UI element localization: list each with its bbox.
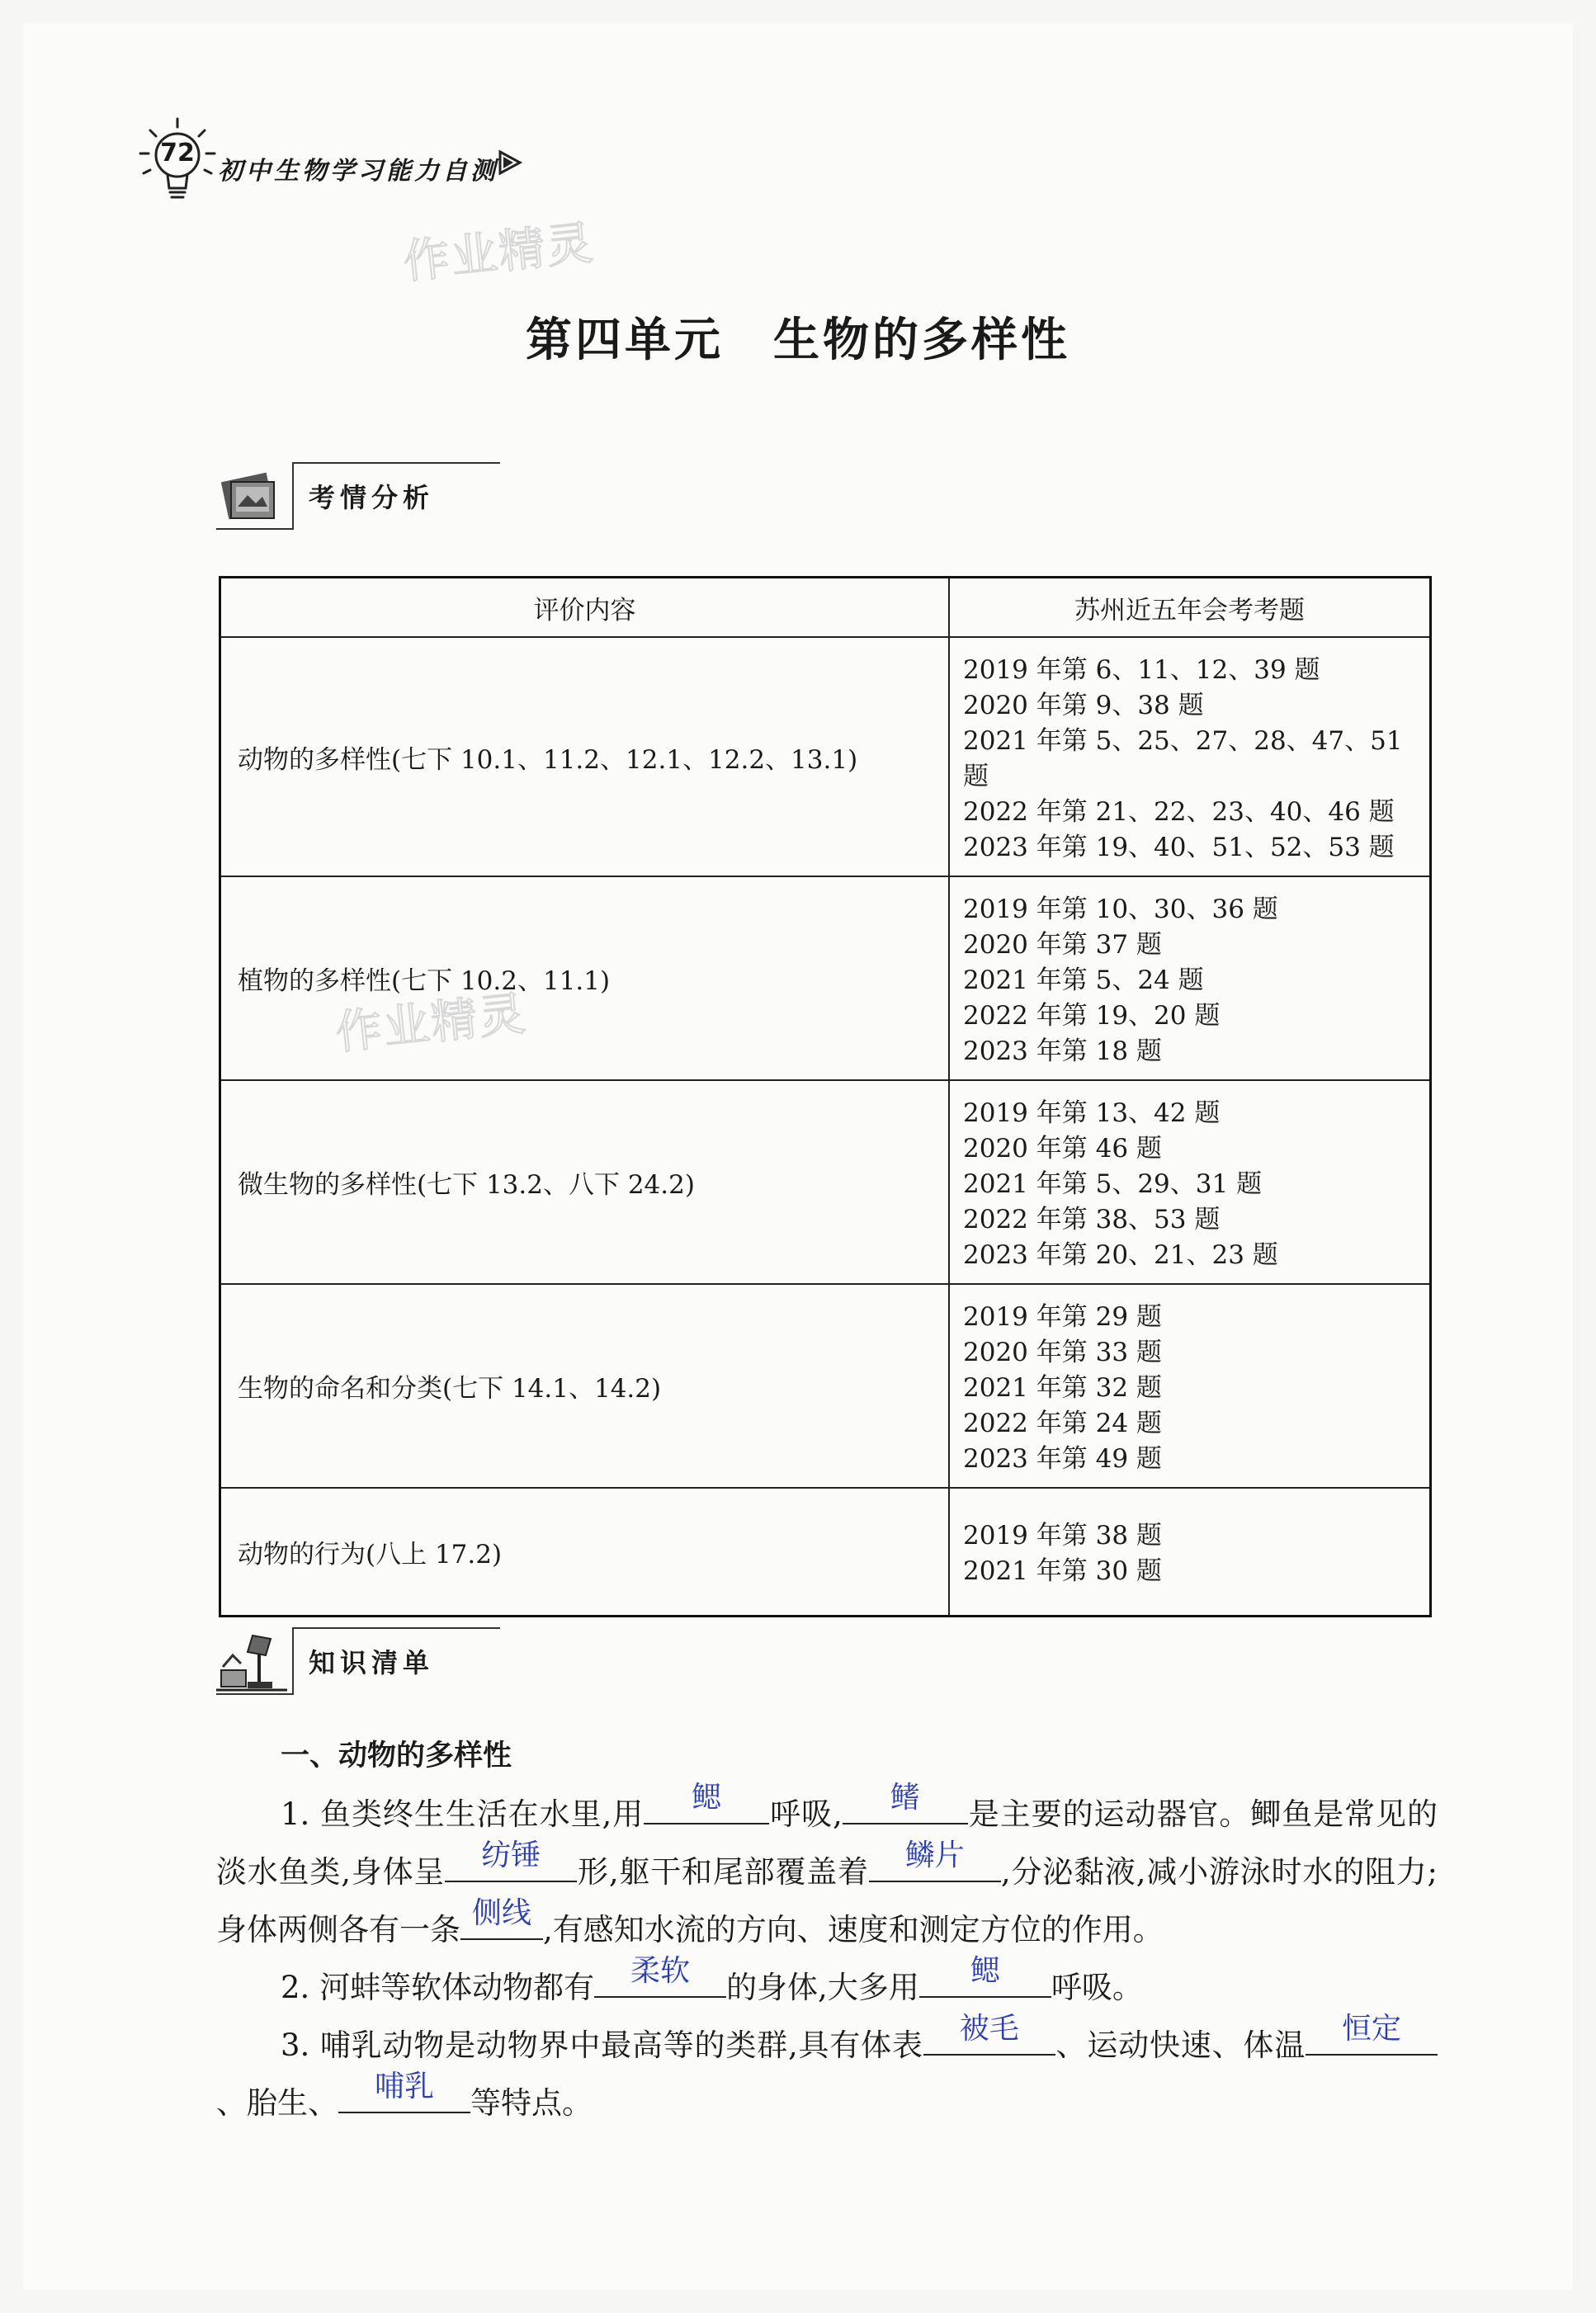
page-number: 72: [160, 139, 195, 168]
row-years: [949, 637, 1431, 876]
question-1: [216, 1781, 1438, 1959]
year-entry: 2021 年第 5、29、31 题: [963, 1169, 1263, 1199]
watermark: 作业精灵: [400, 216, 597, 290]
column-header-years: 苏州近五年会考考题: [949, 578, 1431, 638]
question-text: 等特点。: [470, 2085, 593, 2121]
question-text: 3. 哺乳动物是动物界中最高等的类群,具有体表: [281, 2027, 923, 2063]
row-content: 微生物的多样性(七下 13.2、八下 24.2): [220, 1080, 950, 1284]
year-entry: 2020 年第 33 题: [963, 1338, 1162, 1367]
year-entry: 2022 年第 21、22、23、40、46 题: [963, 797, 1395, 827]
answer-blank[interactable]: [644, 1781, 769, 1824]
question-text: 呼吸,: [769, 1796, 843, 1832]
handwritten-answer: 鳍: [890, 1781, 920, 1815]
answer-blank[interactable]: [843, 1781, 968, 1824]
year-entry: 2020 年第 37 题: [963, 930, 1162, 960]
handwritten-answer: 恒定: [1342, 2012, 1402, 2046]
row-content: 动物的多样性(七下 10.1、11.2、12.1、12.2、13.1): [220, 637, 950, 876]
divider: [292, 462, 294, 528]
table-row: [220, 1080, 1431, 1284]
question-text: ,分泌黏液,减小游泳时水的阻力;身体两侧各有一条: [216, 1854, 1438, 1947]
year-entry: 2019 年第 6、11、12、39 题: [963, 655, 1320, 685]
question-text: 形,躯干和尾部覆盖着: [577, 1854, 869, 1890]
question-3: [216, 2012, 1438, 2132]
knowledge-list: [216, 1726, 1438, 2132]
handwritten-answer: 鳞片: [904, 1839, 965, 1872]
year-entry: 2023 年第 19、40、51、52、53 题: [963, 833, 1395, 862]
question-text: 是主要的运动器官。鲫鱼是常见的淡水鱼类,身体呈: [216, 1796, 1438, 1890]
column-header-content: 评价内容: [220, 578, 950, 638]
year-entry: 2019 年第 13、42 题: [963, 1098, 1221, 1128]
answer-blank[interactable]: [919, 1954, 1051, 1998]
answer-blank[interactable]: [338, 2070, 470, 2113]
handwritten-answer: 纺锤: [481, 1839, 541, 1872]
answer-blank[interactable]: [869, 1839, 1001, 1882]
section-heading-exam: [216, 459, 513, 533]
answer-blank[interactable]: [594, 1954, 726, 1998]
page-header: [132, 116, 710, 206]
watermark: 作业精灵: [333, 987, 530, 1060]
year-entry: 2021 年第 32 题: [963, 1373, 1162, 1403]
year-entry: 2020 年第 9、38 题: [963, 691, 1204, 720]
row-content: 动物的行为(八上 17.2): [220, 1488, 950, 1616]
section-label: 考情分析: [309, 482, 435, 513]
year-entry: 2021 年第 5、25、27、28、47、51 题: [963, 726, 1403, 791]
exam-table: [219, 576, 1432, 1617]
year-entry: 2023 年第 20、21、23 题: [963, 1240, 1278, 1270]
year-entry: 2022 年第 19、20 题: [963, 1001, 1221, 1031]
table-row: [220, 876, 1431, 1080]
row-years: [949, 876, 1431, 1080]
handwritten-answer: 哺乳: [374, 2070, 434, 2103]
handwritten-answer: 鳃: [970, 1954, 1000, 1988]
desk-lamp-icon: [216, 1631, 287, 1695]
row-content: 生物的命名和分类(七下 14.1、14.2): [220, 1284, 950, 1488]
question-text: 2. 河蚌等软体动物都有: [281, 1970, 595, 2005]
year-entry: 2020 年第 46 题: [963, 1134, 1162, 1164]
row-years: [949, 1488, 1431, 1616]
question-text: 、运动快速、体温: [1055, 2027, 1306, 2063]
question-text: 、胎生、: [216, 2085, 338, 2121]
row-content: 植物的多样性(七下 10.2、11.1): [220, 876, 950, 1080]
handwritten-answer: 侧线: [471, 1896, 531, 1930]
year-entry: 2022 年第 38、53 题: [963, 1205, 1221, 1234]
answer-blank[interactable]: [445, 1839, 577, 1882]
table-row: [220, 1488, 1431, 1616]
row-years: [949, 1080, 1431, 1284]
year-entry: 2019 年第 38 题: [963, 1521, 1162, 1551]
question-text: 的身体,大多用: [726, 1970, 919, 2005]
answer-blank[interactable]: [460, 1896, 543, 1940]
year-entry: 2023 年第 49 题: [963, 1444, 1162, 1474]
section-heading-knowledge: [216, 1624, 513, 1698]
book-title: 初中生物学习能力自测: [218, 157, 498, 186]
arrow-right-icon: [497, 149, 525, 177]
unit-title: [0, 304, 1596, 370]
row-years: [949, 1284, 1431, 1488]
unit-name: 生物的多样性: [773, 314, 1070, 367]
question-text: ,有感知水流的方向、速度和测定方位的作用。: [543, 1912, 1164, 1947]
table-header-row: [220, 578, 1431, 638]
divider: [216, 528, 294, 530]
divider: [292, 1627, 500, 1629]
section-label: 知识清单: [309, 1647, 435, 1678]
year-entry: 2022 年第 24 题: [963, 1409, 1162, 1438]
answer-blank[interactable]: [1306, 2012, 1438, 2056]
year-entry: 2021 年第 30 题: [963, 1556, 1162, 1587]
handwritten-answer: 柔软: [630, 1954, 691, 1988]
question-text: 1. 鱼类终生生活在水里,用: [281, 1796, 645, 1832]
handwritten-answer: 被毛: [959, 2012, 1019, 2046]
handwritten-answer: 鳃: [692, 1781, 722, 1815]
answer-blank[interactable]: [923, 2012, 1055, 2056]
knowledge-heading: 一、动物的多样性: [281, 1739, 512, 1773]
year-entry: 2023 年第 18 题: [963, 1036, 1162, 1066]
table-row: [220, 1284, 1431, 1488]
photo-book-icon: [216, 465, 287, 530]
unit-number: 第四单元: [526, 314, 724, 367]
question-text: 呼吸。: [1051, 1970, 1143, 2005]
table-row: [220, 637, 1431, 876]
year-entry: 2019 年第 29 题: [963, 1302, 1162, 1332]
question-2: [216, 1954, 1438, 2017]
divider: [292, 462, 500, 464]
year-entry: 2019 年第 10、30、36 题: [963, 895, 1278, 924]
divider: [216, 1693, 294, 1695]
divider: [292, 1627, 294, 1693]
year-entry: 2021 年第 5、24 题: [963, 965, 1204, 995]
